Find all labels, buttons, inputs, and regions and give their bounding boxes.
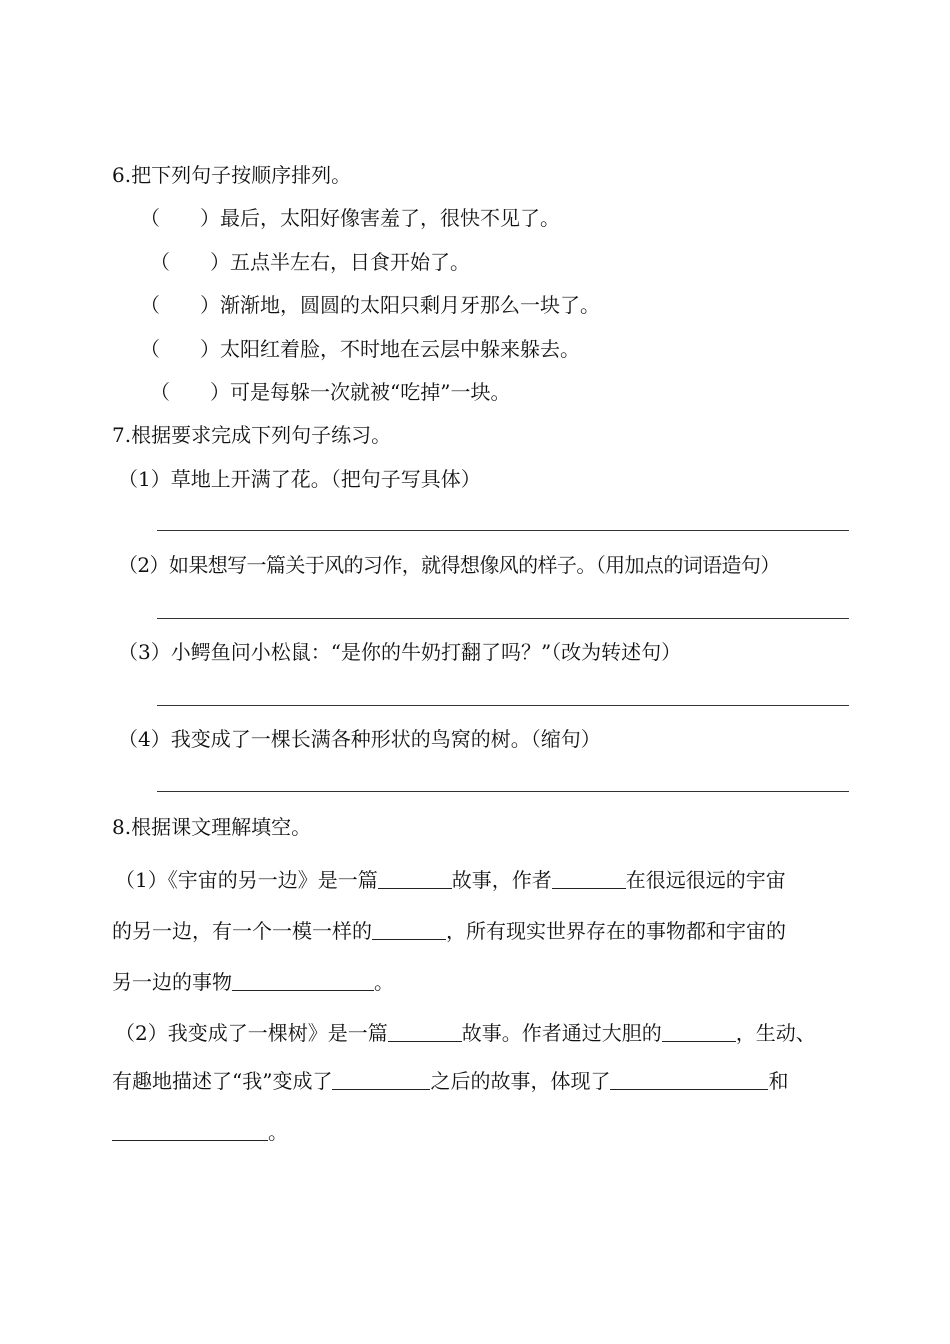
fill-text: 在很远很远的宇宙 [625, 868, 786, 892]
sentence-text: 最后，太阳好像害羞了，很快不见了。 [220, 206, 560, 230]
q8-p1-line2 [112, 917, 786, 945]
q6-item-3 [140, 291, 600, 319]
fill-blank[interactable] [378, 868, 452, 889]
sentence-text: 太阳红着脸，不时地在云层中躲来躲去。 [220, 337, 580, 361]
fill-blank[interactable] [388, 1021, 462, 1042]
sentence-text: 渐渐地，圆圆的太阳只剩月牙那么一块了。 [220, 293, 600, 317]
answer-bracket[interactable]: （ ） [150, 380, 230, 404]
q6-title: 6.把下列句子按顺序排列。 [112, 163, 352, 187]
q6-item-5 [150, 378, 510, 406]
fill-text: 另一边的事物 [112, 970, 232, 994]
q8-title: 8.根据课文理解填空。 [112, 815, 312, 839]
fill-text: ，所有现实世界存在的事物都和宇宙的 [446, 919, 786, 943]
answer-bracket[interactable]: （ ） [140, 206, 220, 230]
fill-blank[interactable] [610, 1069, 768, 1090]
q7-item-2: （2）如果想写一篇关于风的习作，就得想像风的样子。（用加点的词语造句） [118, 553, 780, 577]
answer-bracket[interactable]: （ ） [140, 337, 220, 361]
fill-text: 和 [768, 1069, 789, 1093]
fill-text: （2）我变成了一棵树》是一篇 [115, 1021, 388, 1045]
q7-item-3: （3）小鳄鱼问小松鼠：“是你的牛奶打翻了吗？”（改为转述句） [118, 640, 682, 664]
fill-text: 故事，作者 [451, 868, 552, 892]
q6-item-1 [140, 204, 560, 232]
q8-p2-line3 [112, 1118, 288, 1146]
answer-line-4[interactable] [157, 791, 849, 792]
q8-p1-line3 [112, 968, 394, 996]
q7-item-4: （4）我变成了一棵长满各种形状的鸟窝的树。（缩句） [118, 727, 601, 751]
fill-blank[interactable] [662, 1021, 736, 1042]
fill-text: ，生动、 [735, 1021, 816, 1045]
fill-blank[interactable] [232, 970, 374, 991]
fill-blank[interactable] [112, 1120, 268, 1141]
q6-item-2 [150, 248, 470, 276]
answer-bracket[interactable]: （ ） [140, 293, 220, 317]
fill-text: 的另一边，有一个一模一样的 [112, 919, 372, 943]
fill-blank[interactable] [552, 868, 626, 889]
q8-p1-line1 [115, 866, 786, 894]
fill-text: 故事。作者通过大胆的 [461, 1021, 662, 1045]
q6-item-4 [140, 335, 580, 363]
fill-text: 。 [374, 970, 394, 994]
answer-line-2[interactable] [157, 618, 849, 619]
q8-p2-line2 [112, 1067, 788, 1095]
fill-text: 。 [268, 1120, 288, 1144]
fill-text: 之后的故事，体现了 [430, 1069, 611, 1093]
answer-bracket[interactable]: （ ） [150, 250, 230, 274]
fill-text: （1）《宇宙的另一边》是一篇 [115, 868, 378, 892]
answer-line-3[interactable] [157, 705, 849, 706]
sentence-text: 可是每躲一次就被“吃掉”一块。 [230, 380, 511, 404]
fill-text: 有趣地描述了“我”变成了 [112, 1069, 333, 1093]
fill-blank[interactable] [332, 1069, 430, 1090]
q7-title: 7.根据要求完成下列句子练习。 [112, 423, 392, 447]
sentence-text: 五点半左右，日食开始了。 [230, 250, 470, 274]
fill-blank[interactable] [372, 919, 446, 940]
q7-item-1: （1）草地上开满了花。（把句子写具体） [118, 467, 481, 491]
q8-p2-line1 [115, 1019, 816, 1047]
answer-line-1[interactable] [157, 530, 849, 531]
